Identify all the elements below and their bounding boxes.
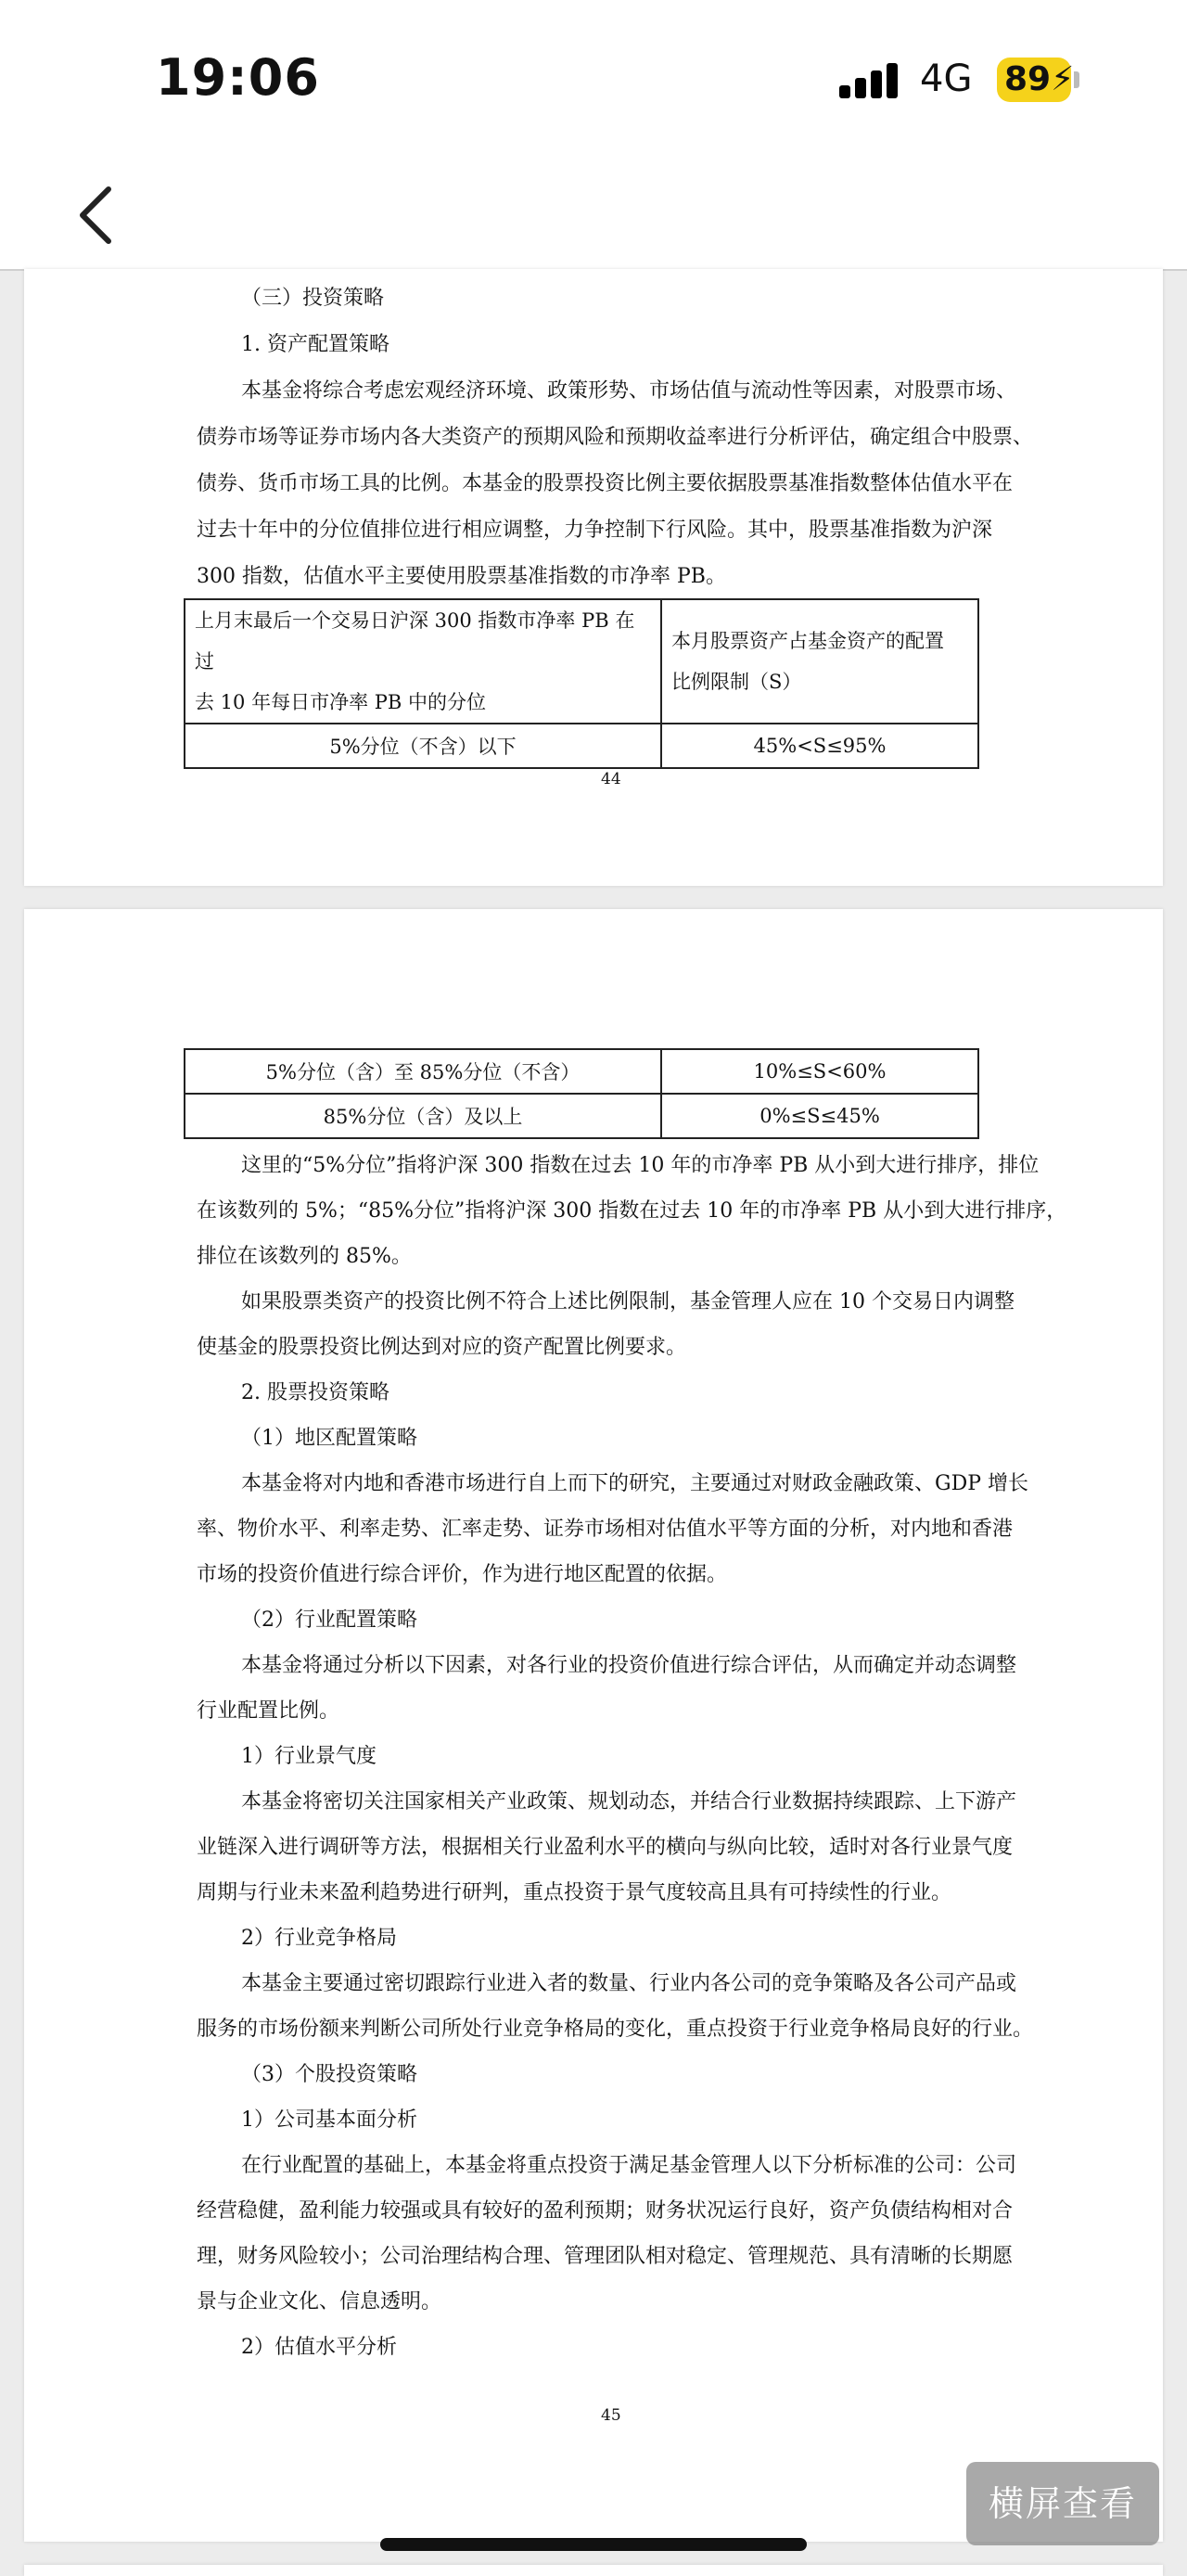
nav-bar — [0, 158, 1187, 271]
paragraph-line: 排位在该数列的 85%。 — [197, 1245, 412, 1268]
allocation-table — [184, 598, 979, 769]
table-cell: 5%分位（含）至 85%分位（不含） — [185, 1049, 661, 1094]
battery-icon: 89⚡ — [997, 58, 1071, 102]
subsection-heading: （1）地区配置策略 — [241, 1427, 417, 1450]
paragraph-line: 行业配置比例。 — [197, 1699, 340, 1723]
paragraph-line: 景与企业文化、信息透明。 — [197, 2290, 442, 2313]
table-cell: 45%<S≤95% — [661, 724, 978, 768]
status-bar — [0, 0, 1187, 158]
subsection-heading: 2）估值水平分析 — [241, 2336, 397, 2359]
paragraph-line: 业链深入进行调研等方法，根据相关行业盈利水平的横向与纵向比较，适时对各行业景气度 — [197, 1836, 1014, 1859]
subsection-heading: 1. 资产配置策略 — [241, 333, 389, 356]
document-page-45 — [24, 909, 1163, 2542]
paragraph-line: 在该数列的 5%；“85%分位”指将沪深 300 指数在过去 10 年的市净率 PB 从小到大进行排序， — [197, 1199, 1067, 1223]
paragraph-line: 理，财务风险较小；公司治理结构合理、管理团队相对稳定、管理规范、具有清晰的长期愿 — [197, 2245, 1014, 2268]
document-page-44 — [24, 269, 1163, 886]
network-type: 4G — [920, 58, 973, 100]
battery-cap — [1074, 71, 1079, 88]
paragraph-line: 经营稳健，盈利能力较强或具有较好的盈利预期；财务状况运行良好，资产负债结构相对合 — [197, 2199, 1014, 2223]
subsection-heading: （3）个股投资策略 — [241, 2063, 417, 2086]
table-cell: 10%≤S<60% — [661, 1049, 978, 1094]
paragraph-line: 使基金的股票投资比例达到对应的资产配置比例要求。 — [197, 1336, 687, 1359]
section-heading: （三）投资策略 — [241, 287, 385, 310]
paragraph-line: 如果股票类资产的投资比例不符合上述比例限制，基金管理人应在 10 个交易日内调整 — [241, 1290, 1015, 1314]
allocation-table-continued — [184, 1048, 979, 1139]
paragraph-line: 本基金主要通过密切跟踪行业进入者的数量、行业内各公司的竞争策略及各公司产品或 — [241, 1972, 1017, 1995]
paragraph-line: 本基金将通过分析以下因素，对各行业的投资价值进行综合评估，从而确定并动态调整 — [241, 1654, 1017, 1677]
subsection-heading: 2. 股票投资策略 — [241, 1381, 389, 1404]
page-number: 45 — [601, 2406, 621, 2425]
paragraph-line: 本基金将综合考虑宏观经济环境、政策形势、市场估值与流动性等因素，对股票市场、 — [241, 379, 1017, 403]
subsection-heading: 1）行业景气度 — [241, 1745, 377, 1768]
paragraph-line: 本基金将密切关注国家相关产业政策、规划动态，并结合行业数据持续跟踪、上下游产 — [241, 1790, 1017, 1813]
document-page-next — [24, 2565, 1163, 2576]
table-cell: 5%分位（不含）以下 — [185, 724, 661, 768]
paragraph-line: 过去十年中的分位值排位进行相应调整，力争控制下行风险。其中，股票基准指数为沪深 — [197, 519, 993, 542]
home-indicator[interactable] — [380, 2538, 807, 2551]
landscape-view-button[interactable]: 横屏查看 — [966, 2462, 1159, 2545]
table-cell: 0%≤S≤45% — [661, 1094, 978, 1138]
paragraph-line: 这里的“5%分位”指将沪深 300 指数在过去 10 年的市净率 PB 从小到大进行排序，排位 — [241, 1154, 1040, 1177]
paragraph-line: 服务的市场份额来判断公司所处行业竞争格局的变化，重点投资于行业竞争格局良好的行业。 — [197, 2018, 1034, 2041]
paragraph-line: 率、物价水平、利率走势、汇率走势、证券市场相对估值水平等方面的分析，对内地和香港 — [197, 1518, 1014, 1541]
paragraph-line: 市场的投资价值进行综合评价，作为进行地区配置的依据。 — [197, 1563, 728, 1586]
paragraph-line: 300 指数，估值水平主要使用股票基准指数的市净率 PB。 — [197, 565, 726, 588]
page-number: 44 — [601, 770, 621, 788]
table-cell: 85%分位（含）及以上 — [185, 1094, 661, 1138]
paragraph-line: 债券市场等证券市场内各大类资产的预期风险和预期收益率进行分析评估，确定组合中股票、 — [197, 426, 1034, 449]
status-time: 19:06 — [156, 48, 320, 107]
table-header-right: 本月股票资产占基金资产的配置 比例限制（S） — [661, 599, 978, 724]
chevron-left-icon[interactable] — [70, 178, 125, 252]
battery-level: 89 — [1004, 60, 1052, 98]
paragraph-line: 债券、货币市场工具的比例。本基金的股票投资比例主要依据股票基准指数整体估值水平在 — [197, 472, 1014, 495]
signal-icon — [839, 61, 904, 98]
subsection-heading: 1）公司基本面分析 — [241, 2108, 417, 2132]
subsection-heading: （2）行业配置策略 — [241, 1608, 417, 1632]
subsection-heading: 2）行业竞争格局 — [241, 1927, 397, 1950]
table-header-left: 上月末最后一个交易日沪深 300 指数市净率 PB 在过 去 10 年每日市净率 PB 中的分位 — [185, 599, 661, 724]
paragraph-line: 本基金将对内地和香港市场进行自上而下的研究，主要通过对财政金融政策、GDP 增长 — [241, 1472, 1029, 1495]
paragraph-line: 在行业配置的基础上，本基金将重点投资于满足基金管理人以下分析标准的公司：公司 — [241, 2154, 1017, 2177]
paragraph-line: 周期与行业未来盈利趋势进行研判，重点投资于景气度较高且具有可持续性的行业。 — [197, 1881, 952, 1904]
